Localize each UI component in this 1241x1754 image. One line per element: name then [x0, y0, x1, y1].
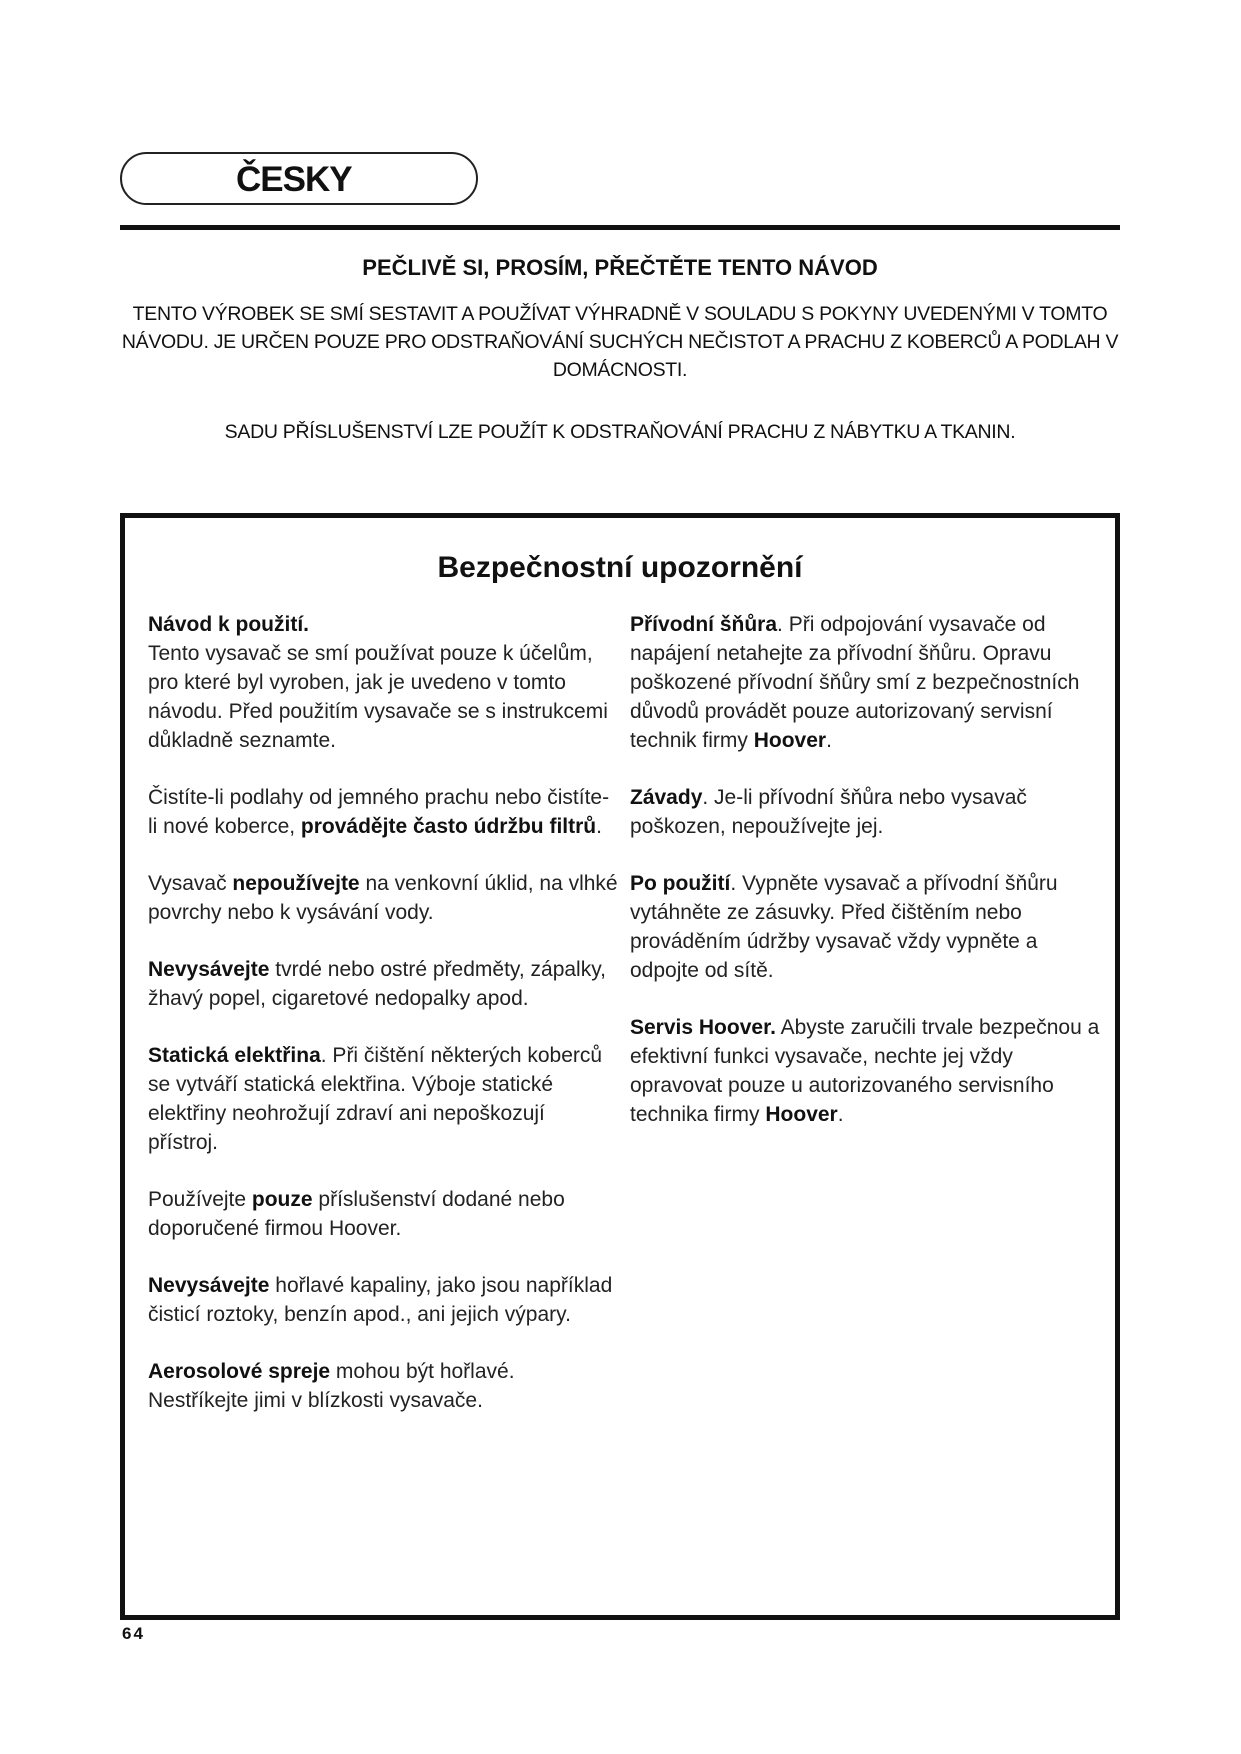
item-emphasis: Hoover — [765, 1103, 838, 1126]
safety-item — [148, 610, 618, 755]
item-emphasis: Hoover — [753, 729, 827, 752]
safety-title: Bezpečnostní upozornění — [437, 551, 803, 584]
item-text: Vysavač — [148, 872, 233, 895]
item-text: na venkovní úklid, na vlhké povrchy nebo k vysávání vody. — [148, 872, 618, 924]
safety-left-column — [148, 610, 618, 1443]
item-emphasis: provádějte často údržbu filtrů — [300, 815, 597, 838]
safety-box — [120, 513, 1120, 1620]
item-text: hořlavé kapaliny, jako jsou například čisticí roztoky, benzín apod., ani jejich výpary. — [148, 1274, 613, 1326]
item-text: příslušenství dodané nebo doporučené firmou Hoover. — [148, 1188, 565, 1240]
item-text: . Vypněte vysavač a přívodní šňůru vytáhněte ze zásuvky. Před čištěním nebo prováděním údržby vysavač vždy vypněte a odpojte od sítě. — [630, 872, 1058, 982]
item-text: tvrdé nebo ostré předměty, zápalky, žhavý popel, cigaretové nedopalky apod. — [148, 958, 606, 1010]
item-text: Používejte — [148, 1188, 252, 1211]
safety-item — [148, 869, 618, 927]
header-rule — [120, 225, 1120, 230]
item-text: . Při čištění některých koberců se vytváří statická elektřina. Výboje statické elektřiny neohrožují zdraví ani nepoškozují přístroj. — [148, 1044, 603, 1154]
language-tab — [120, 152, 478, 205]
item-text: . Při odpojování vysavače od napájení netahejte za přívodní šňůru. Opravu poškozené přívodní šňůry smí z bezpečnostních důvodů provádět pouze autorizovaný servisní technik firmy — [630, 613, 1080, 752]
safety-item — [148, 783, 618, 841]
item-text: . Je-li přívodní šňůra nebo vysavač poškozen, nepoužívejte jej. — [630, 786, 1027, 838]
item-text: . — [596, 815, 602, 838]
safety-right-column — [630, 610, 1100, 1157]
item-heading: Závady — [630, 786, 703, 809]
safety-item — [148, 955, 618, 1013]
item-text: mohou být hořlavé. Nestříkejte jimi v blízkosti vysavače. — [148, 1360, 515, 1412]
page-heading: PEČLIVĚ SI, PROSÍM, PŘEČTĚTE TENTO NÁVOD — [362, 255, 878, 280]
item-emphasis: nepoužívejte — [232, 872, 360, 895]
item-heading: Návod k použití. — [148, 613, 310, 636]
safety-item — [148, 1271, 618, 1329]
item-heading: Po použití — [630, 872, 731, 895]
item-text: . — [826, 729, 832, 752]
item-text: Čistíte-li podlahy od jemného prachu nebo čistíte-li nové koberce, — [148, 786, 610, 838]
item-text: Tento vysavač se smí používat pouze k účelům, pro které byl vyroben, jak je uvedeno v tomto návodu. Před použitím vysavače se s instrukcemi důkladně seznamte. — [148, 642, 608, 752]
item-emphasis: pouze — [251, 1188, 313, 1211]
item-heading: Statická elektřina — [148, 1044, 321, 1067]
intro-paragraph-2: SADU PŘÍSLUŠENSTVÍ LZE POUŽÍT K ODSTRAŇOVÁNÍ PRACHU Z NÁBYTKU A TKANIN. — [224, 421, 1016, 443]
item-text: Abyste zaručili trvale bezpečnou a efektivní funkci vysavače, nechte jej vždy opravovat pouze u autorizovaného servisního technika firmy — [630, 1016, 1100, 1126]
safety-item — [148, 1185, 618, 1243]
language-label: ČESKY — [236, 160, 352, 199]
item-text: . — [837, 1103, 844, 1126]
safety-item — [630, 1013, 1100, 1129]
safety-item — [630, 610, 1100, 755]
intro-paragraph-1: TENTO VÝROBEK SE SMÍ SESTAVIT A POUŽÍVAT VÝHRADNĚ V SOULADU S POKYNY UVEDENÝMI V TOMTO NÁVODU. JE URČEN POUZE PRO ODSTRAŇOVÁNÍ SUCHÝCH NEČISTOT A PRACHU Z KOBERCŮ A PODLAH V DOMÁCNOSTI. — [121, 303, 1119, 381]
page-number: 64 — [122, 1624, 145, 1643]
item-heading: Servis Hoover. — [630, 1016, 776, 1039]
safety-item — [148, 1357, 618, 1415]
safety-item — [630, 869, 1100, 985]
item-heading: Přívodní šňůra — [630, 613, 778, 636]
item-heading: Nevysávejte — [148, 1274, 270, 1297]
item-heading: Aerosolové spreje — [148, 1360, 331, 1383]
safety-item — [630, 783, 1100, 841]
item-heading: Nevysávejte — [148, 958, 270, 981]
safety-item — [148, 1041, 618, 1157]
